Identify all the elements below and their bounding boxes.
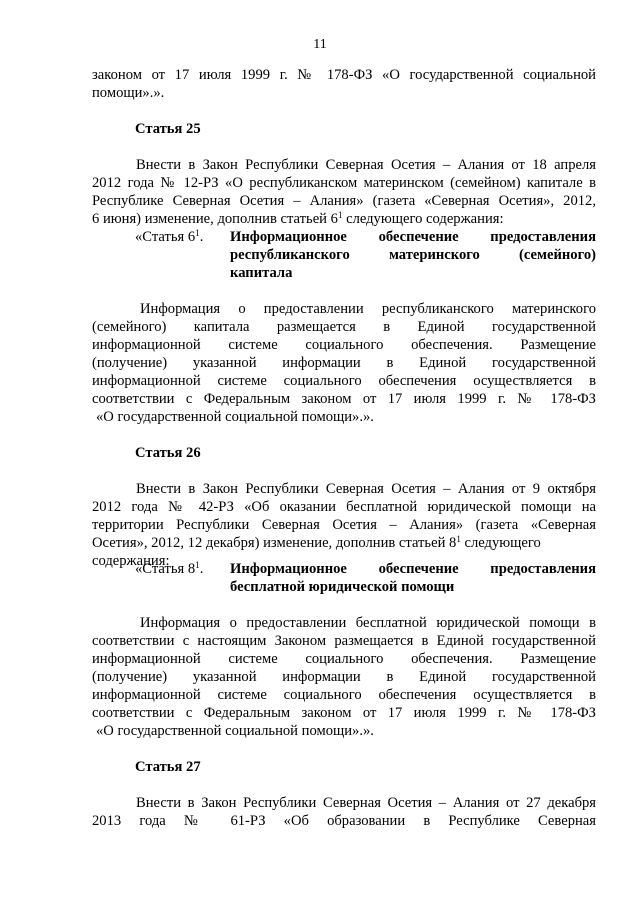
article-25-new-article-title-3: капитала: [230, 265, 293, 281]
article-25-new-article-title-2: республиканского материнского (семейного): [230, 247, 596, 263]
article-26-body-line-7: «О государственной социальной помощи».».: [96, 723, 374, 739]
article-26-para-line-5: содержания:: [92, 553, 170, 569]
article-25-para-line-1: Внести в Закон Республики Северная Осетия – Алания от 18 апреля: [136, 157, 596, 173]
article-25-new-article-label: «Статья $6^1$.: [135, 228, 204, 245]
article-25-heading: Статья 25: [135, 121, 201, 137]
article-26-body-line-3: информационной системе социального обеспечения. Размещение: [92, 651, 596, 667]
article-26-new-article-label: «Статья $8^1$.: [135, 560, 204, 577]
article-26-body-line-1: Информация о предоставлении бесплатной юридической помощи в: [140, 615, 596, 631]
article-25-body-line-3: информационной системе социального обеспечения. Размещение: [92, 337, 596, 353]
article-26-body-line-4: (получение) указанной информации в Единой государственной: [92, 669, 596, 685]
article-25-body-line-1: Информация о предоставлении республиканского материнского: [140, 301, 596, 317]
article-26-para-line-2: 2012 года № 42-РЗ «Об оказании бесплатной юридической помощи на: [92, 499, 596, 515]
article-25-body-line-4: (получение) указанной информации в Единой государственной: [92, 355, 596, 371]
article-26-heading: Статья 26: [135, 445, 201, 461]
article-26-para-line-1: Внести в Закон Республики Северная Осетия – Алания от 9 октября: [136, 481, 596, 497]
article-26-body-line-5: информационной системе социального обеспечения осуществляется в: [92, 687, 596, 703]
article-25-para-line-4: 6 июня) изменение, дополнив статьей $6^1$ следующего содержания:: [92, 210, 504, 227]
article-25-para-line-2: 2012 года № 12-РЗ «О республиканском материнском (семейном) капитале в: [92, 175, 596, 191]
article-26-body-line-2: соответствии с настоящим Законом размещается в Единой государственной: [92, 633, 596, 649]
page-number: 11: [313, 37, 327, 52]
article-27-para-line-1: Внести в Закон Республики Северная Осетия – Алания от 27 декабря: [136, 795, 596, 811]
article-26-para-line-3: территории Республики Северная Осетия – Алания» (газета «Северная: [92, 517, 596, 533]
intro-line-2: помощи».».: [92, 85, 165, 101]
article-25-body-line-2: (семейного) капитала размещается в Единой государственной: [92, 319, 596, 335]
article-25-para-line-3: Республике Северная Осетия – Алания» (газета «Северная Осетия», 2012,: [92, 193, 596, 209]
article-26-body-line-6: соответствии с Федеральным законом от 17 июля 1999 г. № 178-ФЗ: [92, 705, 596, 721]
article-25-body-line-5: информационной системе социального обеспечения осуществляется в: [92, 373, 596, 389]
article-27-para-line-2: 2013 года № 61-РЗ «Об образовании в Республике Северная: [92, 813, 596, 829]
article-26-para-line-4: Осетия», 2012, 12 декабря) изменение, дополнив статьей $8^1$ следующего: [92, 534, 541, 551]
article-25-new-article-title-1: Информационное обеспечение предоставления: [230, 229, 596, 245]
article-27-heading: Статья 27: [135, 759, 201, 775]
article-25-body-line-6: соответствии с Федеральным законом от 17 июля 1999 г. № 178-ФЗ: [92, 391, 596, 407]
article-26-new-article-title-2: бесплатной юридической помощи: [230, 579, 455, 595]
article-26-new-article-title-1: Информационное обеспечение предоставления: [230, 561, 596, 577]
article-25-body-line-7: «О государственной социальной помощи».».: [96, 409, 374, 425]
intro-line-1: законом от 17 июля 1999 г. № 178-ФЗ «О государственной социальной: [92, 67, 596, 83]
